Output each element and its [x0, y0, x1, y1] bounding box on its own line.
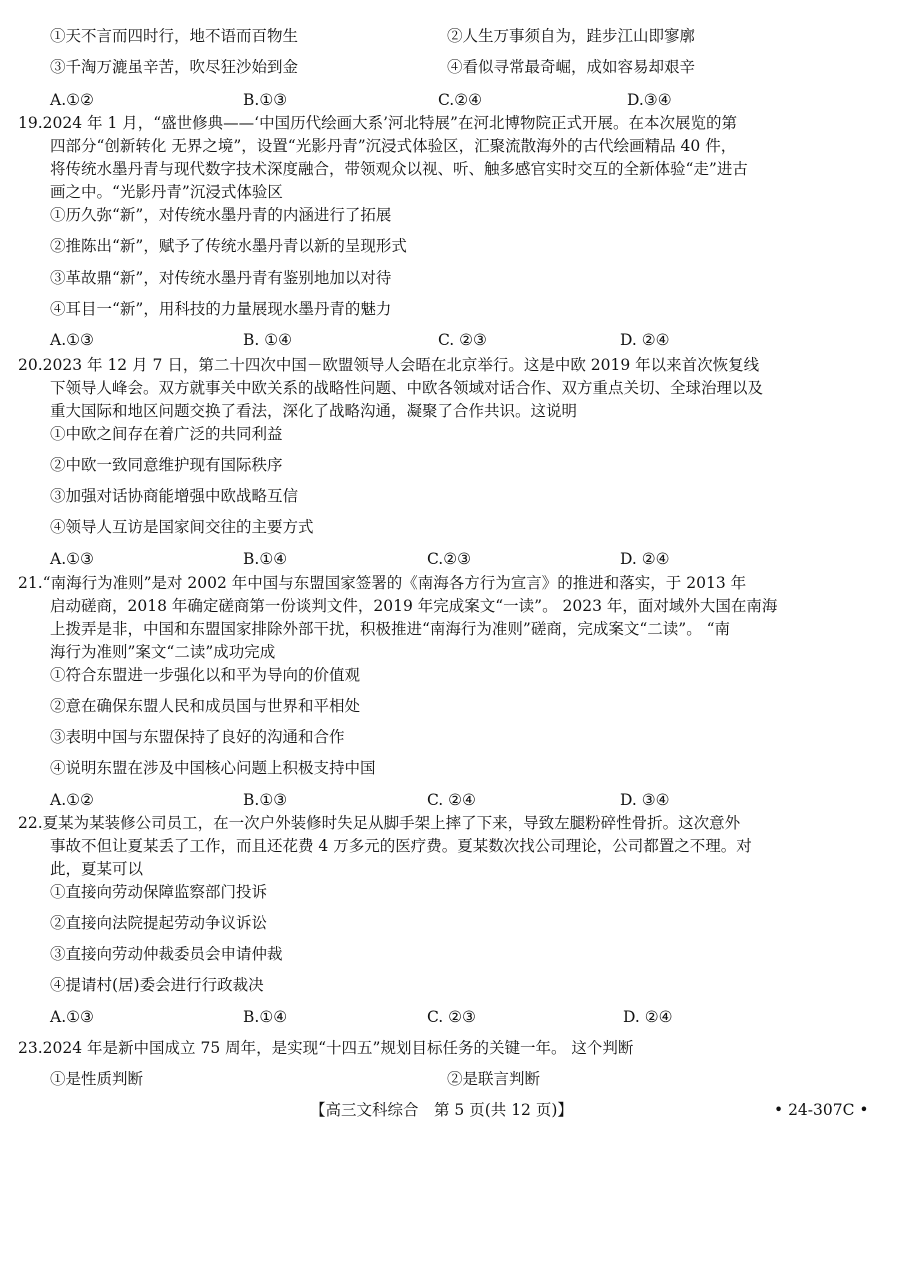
q21-options [50, 788, 890, 813]
q19-statement-1: ①历久弥“新”，对传统水墨丹青的内涵进行了拓展 [50, 206, 392, 224]
q22-option-b[interactable]: B.①④ [243, 1008, 288, 1026]
q19-statement-4: ④耳目一“新”，用科技的力量展现水墨丹青的魅力 [50, 300, 392, 318]
q20-statement-1: ①中欧之间存在着广泛的共同利益 [50, 425, 283, 443]
q21-option-c[interactable]: C. ②④ [427, 791, 476, 809]
q21-statement-2: ②意在确保东盟人民和成员国与世界和平相处 [50, 697, 361, 715]
q23-statement-1: ①是性质判断 [50, 1070, 144, 1088]
q18-statement-3: ③千淘万漉虽辛苦，吹尽狂沙始到金 [50, 58, 299, 76]
q22-option-c[interactable]: C. ②③ [427, 1008, 476, 1026]
q22-option-d[interactable]: D. ②④ [623, 1008, 673, 1026]
q21-stem-line-3: 上拨弄是非，中国和东盟国家排除外部干扰，积极推进“南海行为准则”磋商，完成案文“二读”。 “南 [50, 620, 731, 638]
q22-statement-1: ①直接向劳动保障监察部门投诉 [50, 883, 268, 901]
q22-options [50, 1005, 890, 1030]
q22-option-a[interactable]: A.①③ [50, 1008, 94, 1026]
q19-option-d[interactable]: D. ②④ [620, 331, 670, 349]
q20-option-d[interactable]: D. ②④ [620, 550, 670, 568]
q20-statement-3: ③加强对话协商能增强中欧战略互信 [50, 487, 299, 505]
q18-statement-4: ④看似寻常最奇崛，成如容易却艰辛 [447, 58, 696, 76]
q18-option-a[interactable]: A.①② [50, 91, 94, 109]
q20-stem-line-3: 重大国际和地区问题交换了看法，深化了战略沟通，凝聚了合作共识。这说明 [50, 402, 578, 420]
q18-option-b[interactable]: B.①③ [243, 91, 288, 109]
q19-option-b[interactable]: B. ①④ [243, 331, 293, 349]
q19-statement-2: ②推陈出“新”，赋予了传统水墨丹青以新的呈现形式 [50, 237, 407, 255]
q21-statement-3: ③表明中国与东盟保持了良好的沟通和合作 [50, 728, 345, 746]
q21-option-b[interactable]: B.①③ [243, 791, 288, 809]
q19-stem-line-4: 画之中。“光影丹青”沉浸式体验区 [50, 183, 283, 201]
q20-stem-line-2: 下领导人峰会。双方就事关中欧关系的战略性问题、中欧各领域对话合作、双方重点关切、全球治理以及 [50, 379, 764, 397]
q21-stem-line-2: 启动磋商，2018 年确定磋商第一份谈判文件，2019 年完成案文“一读”。 2023 年，面对域外大国在南海 [50, 597, 778, 615]
page-footer-code: • 24-307C • [774, 1101, 869, 1119]
q21-statement-1: ①符合东盟进一步强化以和平为导向的价值观 [50, 666, 361, 684]
q21-option-a[interactable]: A.①② [50, 791, 94, 809]
q19-stem-line-2: 四部分“创新转化 无界之境”，设置“光影丹青”沉浸式体验区，汇聚流散海外的古代绘画精品 40 件， [50, 137, 737, 155]
q19-stem-line-1: 19.2024 年 1 月，“盛世修典——‘中国历代绘画大系’河北特展”在河北博物院正式开展。在本次展览的第 [18, 114, 737, 132]
q19-option-a[interactable]: A.①③ [50, 331, 94, 349]
page-footer-title: 【高三文科综合 第 5 页(共 12 页)】 [310, 1101, 573, 1119]
q21-stem-line-1: 21.“南海行为准则”是对 2002 年中国与东盟国家签署的《南海各方行为宣言》的推进和落实，于 2013 年 [18, 574, 747, 592]
q18-options [50, 88, 890, 113]
q20-statement-4: ④领导人互访是国家间交往的主要方式 [50, 518, 314, 536]
q21-option-d[interactable]: D. ③④ [620, 791, 670, 809]
q23-statement-2: ②是联言判断 [447, 1070, 541, 1088]
q22-stem-line-2: 事故不但让夏某丢了工作，而且还花费 4 万多元的医疗费。夏某数次找公司理论，公司都置之不理。对 [50, 837, 752, 855]
q19-options [50, 328, 890, 353]
q20-statement-2: ②中欧一致同意维护现有国际秩序 [50, 456, 283, 474]
q23-stem-line-1: 23.2024 年是新中国成立 75 周年，是实现“十四五”规划目标任务的关键一年。 这个判断 [18, 1039, 634, 1057]
q21-stem-line-4: 海行为准则”案文“二读”成功完成 [50, 643, 276, 661]
q22-statement-3: ③直接向劳动仲裁委员会申请仲裁 [50, 945, 283, 963]
q22-statement-4: ④提请村(居)委会进行行政裁决 [50, 976, 264, 994]
q18-option-d[interactable]: D.③④ [627, 91, 672, 109]
q18-option-c[interactable]: C.②④ [438, 91, 483, 109]
q20-stem-line-1: 20.2023 年 12 月 7 日，第二十四次中国－欧盟领导人会晤在北京举行。这是中欧 2019 年以来首次恢复线 [18, 356, 760, 374]
q20-option-c[interactable]: C.②③ [427, 550, 472, 568]
q20-option-b[interactable]: B.①④ [243, 550, 288, 568]
q19-statement-3: ③革故鼎“新”，对传统水墨丹青有鉴别地加以对待 [50, 269, 392, 287]
q20-options [50, 547, 890, 572]
q18-statement-2: ②人生万事须自为，跬步江山即寥廓 [447, 27, 696, 45]
q19-option-c[interactable]: C. ②③ [438, 331, 487, 349]
q19-stem-line-3: 将传统水墨丹青与现代数字技术深度融合，带领观众以视、听、触多感官实时交互的全新体验“走”进古 [50, 160, 748, 178]
q18-statement-1: ①天不言而四时行，地不语而百物生 [50, 27, 299, 45]
q21-statement-4: ④说明东盟在涉及中国核心问题上积极支持中国 [50, 759, 376, 777]
q22-stem-line-1: 22.夏某为某装修公司员工，在一次户外装修时失足从脚手架上摔了下来，导致左腿粉碎性骨折。这次意外 [18, 814, 741, 832]
q22-statement-2: ②直接向法院提起劳动争议诉讼 [50, 914, 268, 932]
q22-stem-line-3: 此，夏某可以 [50, 860, 144, 878]
q20-option-a[interactable]: A.①③ [50, 550, 94, 568]
